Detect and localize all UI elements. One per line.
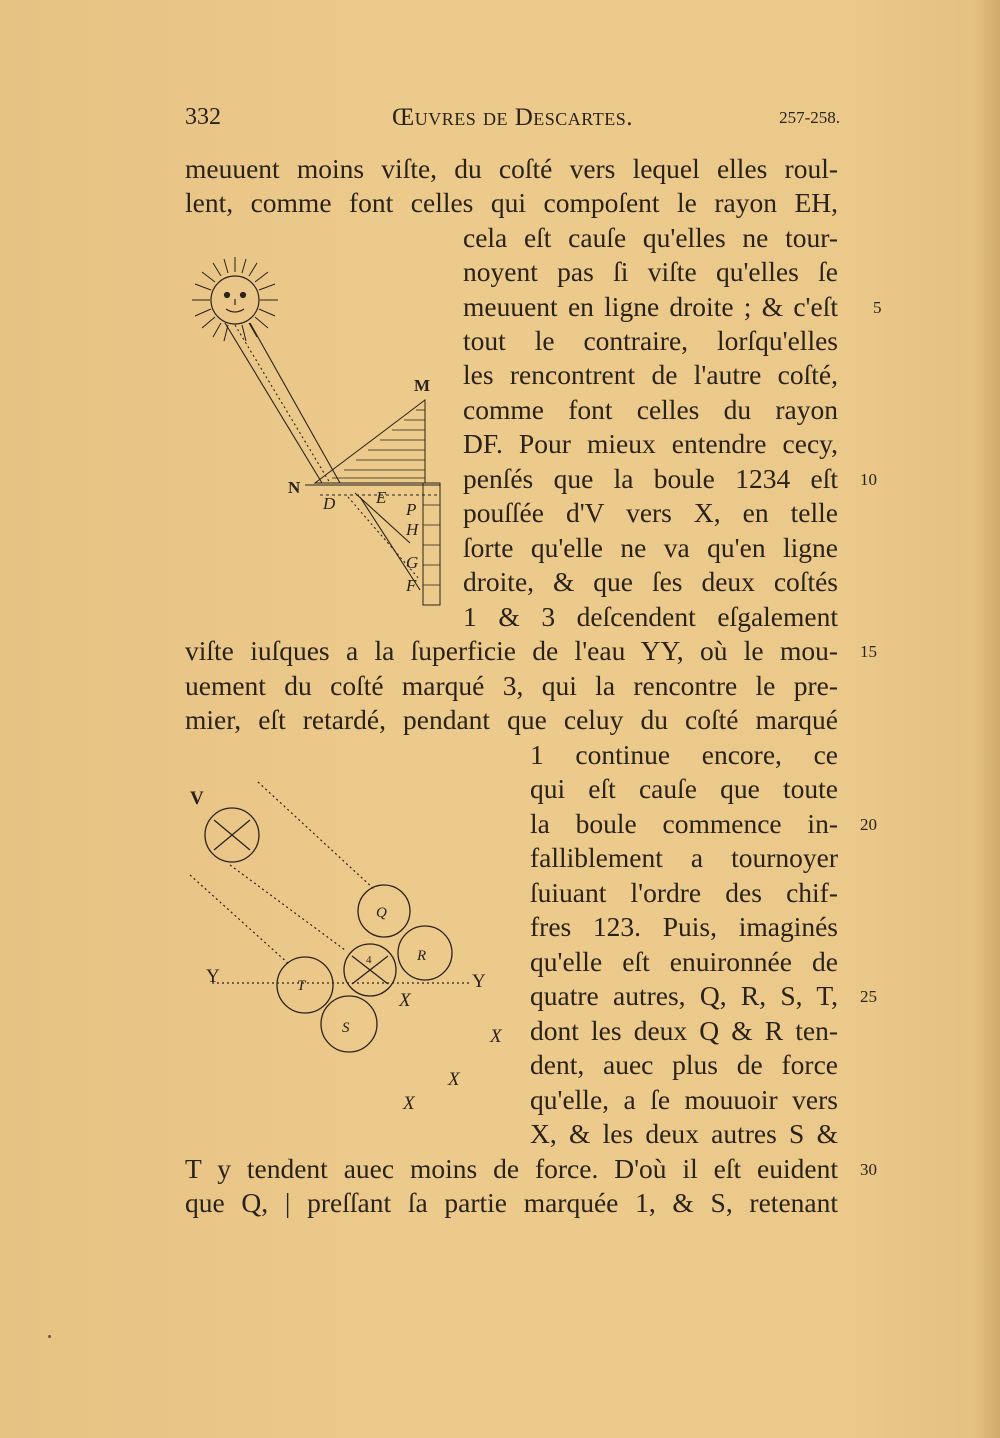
text-line: noyent pas ſi viſte qu'elles ſe <box>463 256 838 287</box>
line-number: 20 <box>860 815 877 834</box>
text-line: pouſſée d'V vers X, en telle <box>463 497 838 528</box>
page-speck <box>48 1335 51 1338</box>
text-line: viſte iuſques a la ſuperficie de l'eau YY, où le mou- <box>185 635 838 666</box>
line-number: 10 <box>860 470 877 489</box>
figure-label-y-right: Y <box>472 971 486 992</box>
figure-label-x2: X <box>490 1026 502 1047</box>
text-line: uement du coſté marqué 3, qui la rencontre le pre- <box>185 670 838 701</box>
text-line: mier, eſt retardé, pendant que celuy du coſté marqué <box>185 704 838 735</box>
text-line: droite, & que ſes deux coſtés <box>463 566 838 597</box>
figure-label-v: V <box>190 788 204 809</box>
text-line: ſuiuant l'ordre des chif- <box>530 877 838 908</box>
text-line: ſorte qu'elle ne va qu'en ligne <box>463 532 838 563</box>
text-line: fres 123. Puis, imaginés <box>530 911 838 942</box>
figure-label-x3: X <box>448 1069 460 1090</box>
text-line: penſés que la boule 1234 eſt <box>463 463 838 494</box>
line-number: 25 <box>860 987 877 1006</box>
text-line: meuuent en ligne droite ; & c'eſt <box>463 291 838 322</box>
figure-label-x1: X <box>399 990 411 1011</box>
ball-label-q: Q <box>376 905 387 921</box>
text-line: qu'elle eſt enuironnée de <box>530 946 838 977</box>
text-line: X, & les deux autres S & <box>530 1118 838 1149</box>
running-title: Œuvres de Descartes. <box>392 104 633 131</box>
ball-label-s: S <box>342 1020 350 1036</box>
figure-label-e: E <box>376 488 387 507</box>
running-header <box>185 104 840 138</box>
figure-label-p: P <box>406 500 417 519</box>
line-number: 5 <box>873 298 882 317</box>
figure-label-m: M <box>414 376 431 395</box>
figure-label-g: G <box>406 553 419 572</box>
page-reference: 257-258. <box>779 108 840 127</box>
text-line: qu'elle, a ſe mouuoir vers <box>530 1084 838 1115</box>
page-number: 332 <box>185 104 221 130</box>
sun-icon <box>192 257 278 341</box>
text-line: DF. Pour mieux entendre cecy, <box>463 428 838 459</box>
text-line: la boule commence in- <box>530 808 838 839</box>
figure-label-f: F <box>406 576 417 595</box>
text-line: cela eſt cauſe qu'elles ne tour- <box>463 222 838 253</box>
figure-label-h: H <box>406 520 419 539</box>
text-line: lent, comme font celles qui compoſent le rayon EH, <box>185 187 838 218</box>
text-line: falliblement a tournoyer <box>530 842 838 873</box>
line-number: 30 <box>860 1160 877 1179</box>
text-line: T y tendent auec moins de force. D'où il eſt euident <box>185 1153 838 1184</box>
figure-label-d: D <box>323 494 336 513</box>
figure-label-n: N <box>288 478 301 497</box>
text-line: qui eſt cauſe que toute <box>530 773 838 804</box>
text-line: 1 continue encore, ce <box>530 739 838 770</box>
text-line: tout le contraire, lorſqu'elles <box>463 325 838 356</box>
line-number: 15 <box>860 642 877 661</box>
text-line: meuuent moins viſte, du coſté vers lequel elles roul- <box>185 153 838 184</box>
ball-label-4: 4 <box>366 954 372 966</box>
page-edge-shadow <box>974 0 1000 1438</box>
text-line: dont les deux Q & R ten- <box>530 1015 838 1046</box>
text-line: comme font celles du rayon <box>463 394 838 425</box>
text-line: dent, auec plus de force <box>530 1049 838 1080</box>
text-line: les rencontrent de l'autre coſté, <box>463 359 838 390</box>
text-line: 1 & 3 deſcendent eſgalement <box>463 601 838 632</box>
figure-balls <box>180 770 520 1120</box>
ball-label-t: T <box>297 978 306 994</box>
text-line: que Q, | preſſant ſa partie marquée 1, & S, retenant <box>185 1187 838 1218</box>
figure-sun-prism <box>180 245 460 615</box>
figure-label-y-left: Y <box>206 966 220 987</box>
figure-label-x4: X <box>403 1093 415 1114</box>
ball-label-r: R <box>417 948 427 964</box>
text-line: quatre autres, Q, R, S, T, <box>530 980 838 1011</box>
